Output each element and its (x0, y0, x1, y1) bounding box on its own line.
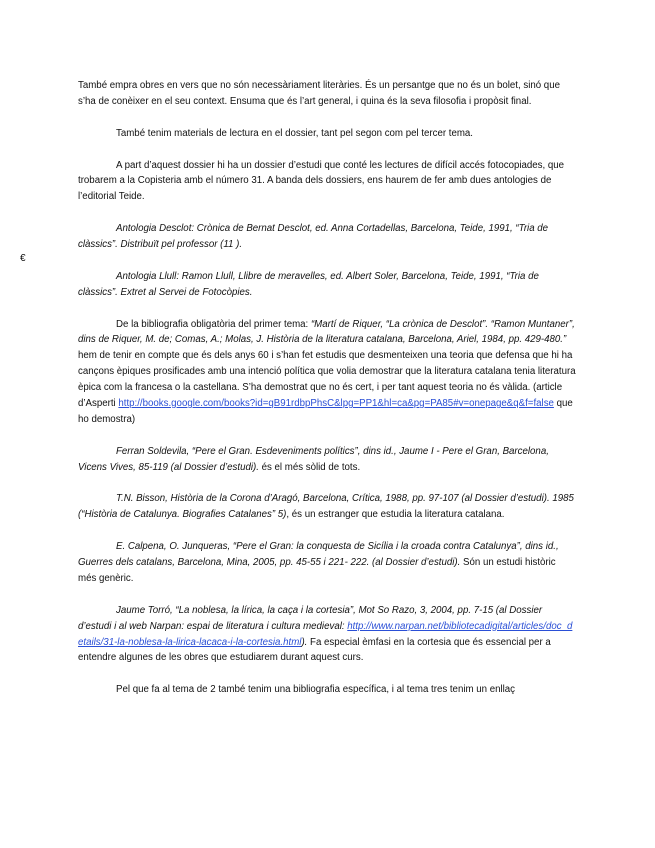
bibliography-text: hem de tenir en compte que és dels anys 60 i s’han fet estudis que desmenteixen una teoria que defensa que hi ha cançons èpiques prosificades amb una intenció política que volia demostrar que la literatura catalana tenia literatura èpica com la francesa o la castellana. S’ha demostrat que no és cert, i per tant aquest teoria no és vàlida. (article d’Asperti (78, 350, 576, 410)
reference-bisson (78, 491, 576, 523)
paragraph-1: També empra obres en vers que no són necessàriament literàries. És un persantge que no és un bolet, sinó que s’ha de conèixer en el seu context. Ensuma que és l’art general, i quina és la seva filosofia i propòsit final. (78, 80, 560, 107)
calpena-note: Són un estudi històric més genèric. (78, 557, 556, 584)
reference-torro (78, 603, 576, 667)
bibliography-tail: que ho demostra) (78, 398, 573, 425)
reference-desclot: Antologia Desclot: Crònica de Bernat Desclot, ed. Anna Cortadellas, Barcelona, Teide, 1991, “Tria de clàssics”. Distribuït pel professor (11 ). (78, 223, 549, 251)
paragraph-bibliography (78, 317, 576, 428)
soldevila-citation: Ferran Soldevila, “Pere el Gran. Esdeveniments polítics”, dins id., Jaume I - Pere el Gran, Barcelona, Vicens Vives, 85-119 (al Dossier d’estudi). (78, 445, 549, 473)
bisson-citation: T.N. Bisson, Història de la Corona d’Aragó, Barcelona, Crítica, 1988, pp. 97-107 (al Dossier d’estudi). 1985 (“Història de Catalunya. Biografies Catalanes” 5) (78, 493, 574, 521)
asperti-link[interactable]: http://books.google.com/books?id=qB91rdbpPhsC&lpg=PP1&hl=ca&pg=PA85#v=onepage&q&f=false (118, 398, 554, 410)
reference-calpena (78, 539, 576, 587)
reference-soldevila (78, 444, 576, 476)
calpena-citation: E. Calpena, O. Junqueras, “Pere el Gran: la conquesta de Sicília i la croada contra Catalunya”, dins id., Guerres dels catalans, Barcelona, Mina, 2005, pp. 45-55 i 221- 222. (al Dossier d’estudi). (78, 541, 559, 569)
paragraph-3: A part d’aquest dossier hi ha un dossier d’estudi que conté les lectures de difícil accés fotocopiades, que trobarem a la Copisteria amb el número 31. A banda dels dossiers, ens haurem de fer amb dues antologies de l’editorial Teide. (78, 159, 565, 203)
bibliography-citation: “Martí de Riquer, “La crònica de Desclot”. “Ramon Muntaner”, dins de Riquer, M. de; Comas, A.; Molas, J. Història de la literatura catalana, Barcelona, Ariel, 1984, pp. 429-480.” (78, 318, 575, 346)
torro-note: Fa especial èmfasi en la cortesia que és essencial per a entendre algunes de les obres que estudiarem durant aquest curs. (78, 636, 551, 664)
soldevila-note: és el més sòlid de tots. (258, 461, 361, 473)
torro-close: ). (301, 636, 308, 648)
reference-llull: Antologia Llull: Ramon Llull, Llibre de meravelles, ed. Albert Soler, Barcelona, Teide, 1991, “Tria de clàssics”. Extret al Servei de Fotocòpies. (78, 270, 539, 298)
bisson-note: , és un estranger que estudia la literatura catalana. (286, 509, 505, 521)
torro-citation: Jaume Torró, “La noblesa, la lírica, la caça i la cortesia”, Mot So Razo, 3, 2004, pp. 7-15 (al Dossier d’estudi i al web Narpan: espai de literatura i cultura medieval: (78, 604, 543, 632)
paragraph-final: Pel que fa al tema de 2 també tenim una bibliografia específica, i al tema tres tenim un enllaç (116, 684, 516, 696)
margin-mark: € (20, 253, 26, 264)
paragraph-2: També tenim materials de lectura en el dossier, tant pel segon com pel tercer tema. (116, 127, 473, 139)
bibliography-intro: De la bibliografia obligatòria del primer tema: (116, 318, 311, 330)
narpan-link[interactable]: http://www.narpan.net/bibliotecadigital/articles/doc_details/31-la-noblesa-la-lirica-lacaca-i-la-cortesia.html (78, 620, 573, 648)
document-body (78, 78, 576, 714)
